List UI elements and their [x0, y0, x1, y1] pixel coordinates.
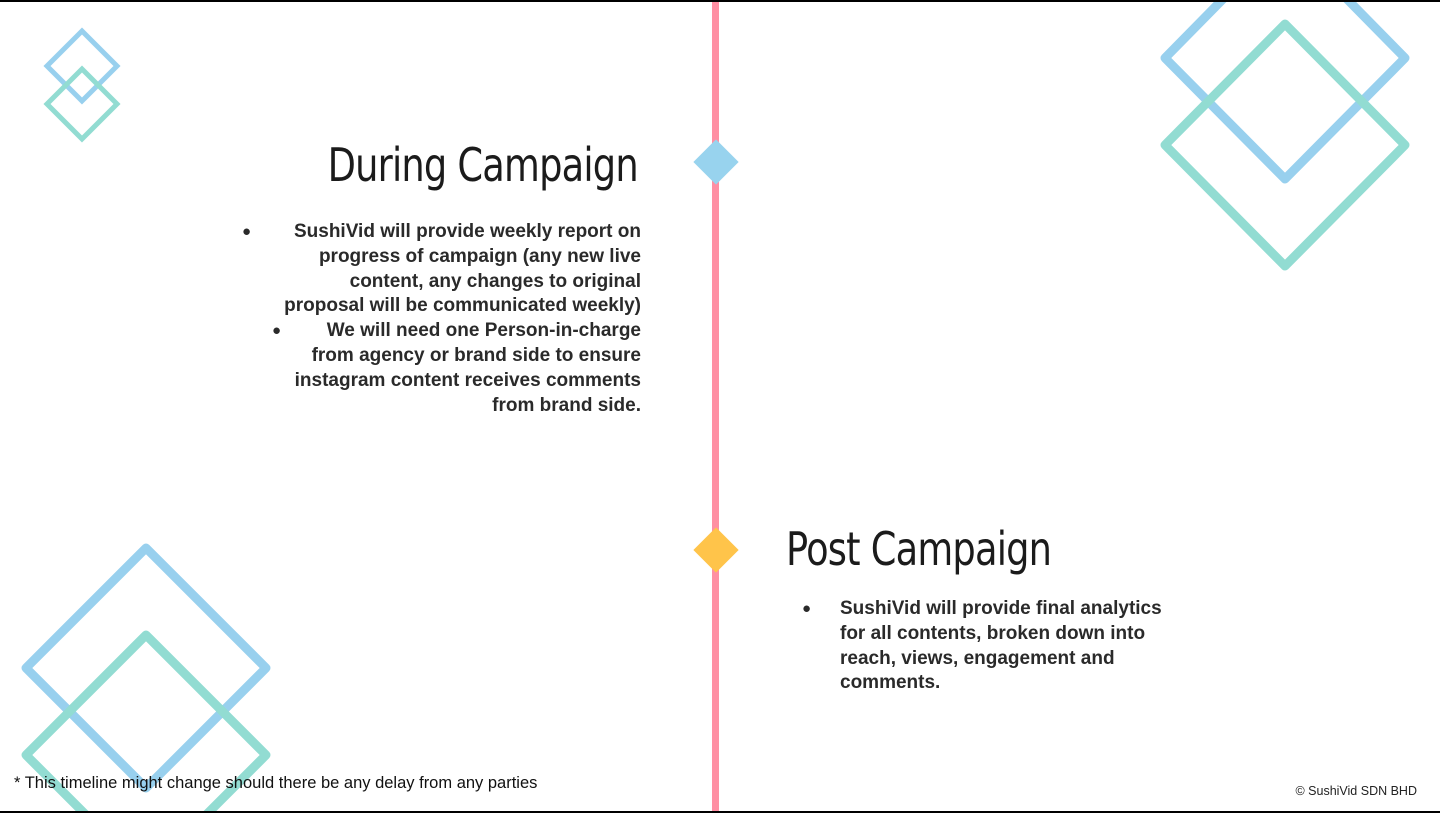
bullet-text: We will need one Person-in-charge from agency or brand side to ensure instagram content receives comments from brand side. — [294, 320, 641, 416]
timeline-line — [712, 2, 719, 811]
timeline-disclaimer: * This timeline might change should there be any delay from any parties — [14, 774, 538, 792]
slide — [0, 2, 1440, 811]
bullet-icon: ● — [802, 600, 812, 617]
during-campaign-title: During Campaign — [327, 138, 638, 192]
post-campaign-bullets — [802, 597, 1172, 696]
deco-diamond-bottomleft-blue — [26, 548, 266, 788]
list-item — [802, 597, 1172, 696]
bullet-text: SushiVid will provide final analytics for all contents, broken down into reach, views, engagement and comments. — [840, 598, 1162, 694]
list-item — [240, 319, 641, 418]
bullet-text: SushiVid will provide weekly report on progress of campaign (any new live content, any changes to original proposal will be communicated weekly) — [284, 221, 641, 317]
during-campaign-bullets — [240, 220, 641, 418]
copyright-notice: © SushiVid SDN BHD — [1295, 784, 1417, 798]
bullet-icon: ● — [242, 223, 252, 240]
decorative-diamonds — [0, 2, 1440, 811]
list-item — [240, 220, 641, 319]
deco-diamond-topright-teal — [1165, 24, 1405, 266]
post-campaign-title: Post Campaign — [786, 522, 1052, 576]
bullet-icon: ● — [272, 322, 282, 340]
